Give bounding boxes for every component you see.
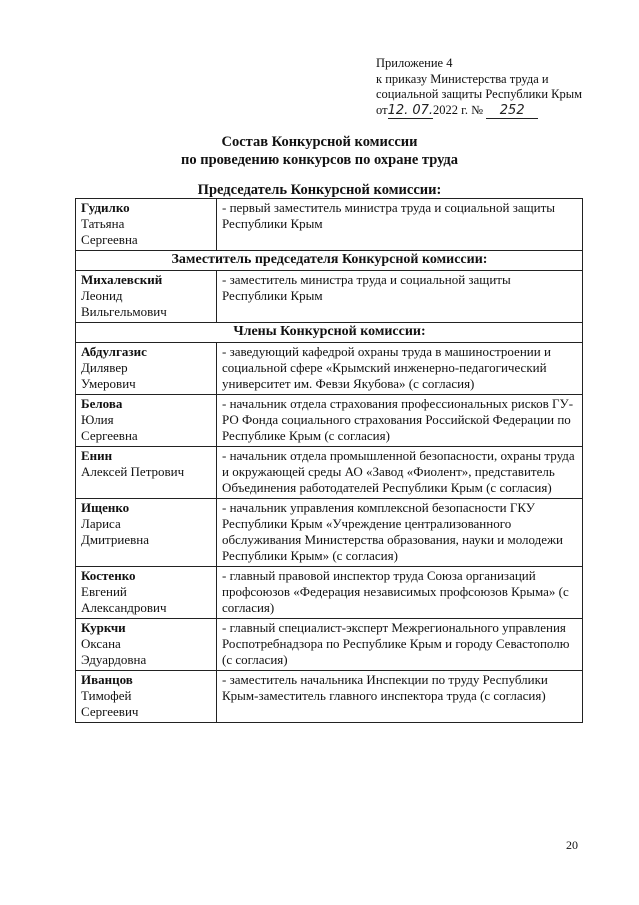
commission-table	[75, 198, 583, 723]
member-role-cell	[217, 671, 583, 723]
member-name-cell	[76, 567, 217, 619]
handwritten-date: 12. 07.	[387, 102, 434, 118]
member-given-name: Алексей Петрович	[81, 464, 185, 479]
handwritten-order-number: 252	[486, 103, 538, 120]
member-role-cell	[217, 199, 583, 251]
member-name-cell	[76, 447, 217, 499]
member-surname: Белова	[81, 396, 123, 411]
section-row	[76, 251, 583, 271]
member-surname: Костенко	[81, 568, 136, 583]
member-given-name: Леонид	[81, 288, 123, 303]
member-row	[76, 671, 583, 723]
member-role: - заместитель начальника Инспекции по труду Республики Крым-заместитель главного инспектора труда (с согласия)	[222, 672, 548, 703]
member-name-cell	[76, 395, 217, 447]
member-role: - главный специалист-эксперт Межрегионального управления Роспотребнадзора по Республике Крым и городу Севастополю (с согласия)	[222, 620, 570, 667]
document-subtitle: по проведению конкурсов по охране труда	[180, 152, 458, 168]
member-name-cell	[76, 199, 217, 251]
member-surname: Иванцов	[81, 672, 133, 687]
member-surname: Абдулгазис	[81, 344, 147, 359]
member-role-cell	[217, 567, 583, 619]
member-role-cell	[217, 395, 583, 447]
section-heading: Члены Конкурсной комиссии:	[76, 323, 583, 343]
member-patronymic: Эдуардовна	[81, 652, 147, 667]
member-given-name: Лариса	[81, 516, 121, 531]
member-name-cell	[76, 343, 217, 395]
member-row	[76, 619, 583, 671]
appendix-block	[376, 56, 590, 119]
chairman-heading: Председатель Конкурсной комиссии:	[197, 182, 442, 198]
member-given-name: Дилявер	[81, 360, 128, 375]
member-surname: Ищенко	[81, 500, 130, 515]
member-name-cell	[76, 271, 217, 323]
member-given-name: Татьяна	[81, 216, 125, 231]
member-surname: Енин	[81, 448, 113, 463]
member-given-name: Евгений	[81, 584, 127, 599]
member-patronymic: Сергеевна	[81, 232, 138, 247]
appendix-date-line	[376, 103, 590, 120]
member-role-cell	[217, 271, 583, 323]
member-row	[76, 567, 583, 619]
member-patronymic: Сергеевич	[81, 704, 139, 719]
appendix-line: Приложение 4	[376, 56, 453, 70]
member-row	[76, 447, 583, 499]
member-role: - заместитель министра труда и социальной защиты Республики Крым	[222, 272, 511, 303]
date-prefix: от	[376, 102, 388, 117]
member-role: - начальник отдела страхования профессиональных рисков ГУ-РО Фонда социального страхования Российской Федерации по Республике Крым (с согласия)	[222, 396, 574, 443]
date-suffix: 2022 г. №	[433, 102, 484, 117]
member-given-name: Оксана	[81, 636, 121, 651]
member-patronymic: Вильгельмович	[81, 304, 167, 319]
appendix-line: социальной защиты Республики Крым	[376, 87, 583, 101]
section-heading: Заместитель председателя Конкурсной комиссии:	[76, 251, 583, 271]
member-surname: Гудилко	[81, 200, 130, 215]
member-surname: Куркчи	[81, 620, 126, 635]
member-name-cell	[76, 671, 217, 723]
member-role-cell	[217, 499, 583, 567]
member-given-name: Юлия	[81, 412, 114, 427]
member-row	[76, 499, 583, 567]
member-row	[76, 199, 583, 251]
member-name-cell	[76, 499, 217, 567]
member-role-cell	[217, 447, 583, 499]
member-patronymic: Умерович	[81, 376, 136, 391]
member-role: - первый заместитель министра труда и социальной защиты Республики Крым	[222, 200, 555, 231]
section-row	[76, 323, 583, 343]
member-patronymic: Дмитриевна	[81, 532, 149, 547]
member-role: - главный правовой инспектор труда Союза организаций профсоюзов «Федерация независимых профсоюзов Крыма» (с согласия)	[222, 568, 569, 615]
member-patronymic: Александрович	[81, 600, 167, 615]
document-title: Состав Конкурсной комиссии	[221, 134, 418, 150]
member-role-cell	[217, 343, 583, 395]
member-patronymic: Сергеевна	[81, 428, 138, 443]
member-role: - начальник отдела промышленной безопасности, охраны труда и окружающей среды АО «Завод «Фиолент», представитель Объединения работодателей Республики Крым (с согласия)	[222, 448, 575, 495]
member-row	[76, 395, 583, 447]
member-name-cell	[76, 619, 217, 671]
member-role: - начальник управления комплексной безопасности ГКУ Республики Крым «Учреждение централизованного обслуживания Министерства образования, науки и молодежи Республики Крым» (с согласия)	[222, 500, 563, 563]
member-role: - заведующий кафедрой охраны труда в машиностроении и социальной сфере «Крымский инженерно-педагогический университет им. Февзи Якубова» (с согласия)	[222, 344, 551, 391]
member-surname: Михалевский	[81, 272, 163, 287]
page-number: 20	[566, 838, 578, 852]
member-row	[76, 343, 583, 395]
member-given-name: Тимофей	[81, 688, 132, 703]
member-row	[76, 271, 583, 323]
appendix-line: к приказу Министерства труда и	[376, 71, 549, 86]
member-role-cell	[217, 619, 583, 671]
